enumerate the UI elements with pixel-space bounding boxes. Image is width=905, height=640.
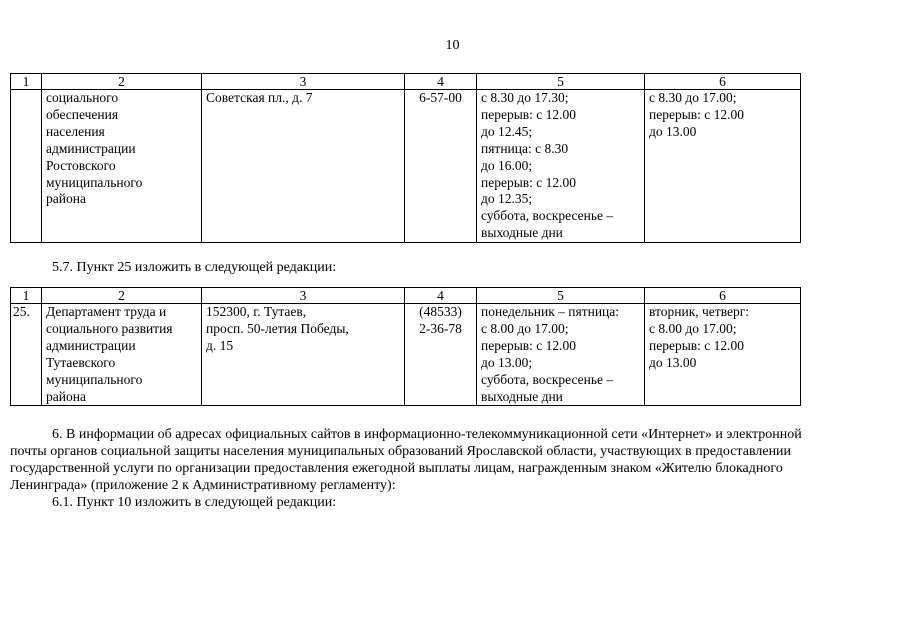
working-hours-line: выходные дни <box>481 388 563 404</box>
table-offices-continued <box>10 73 801 243</box>
table-row <box>11 90 801 243</box>
table-header-row <box>11 74 801 90</box>
working-hours-line: перерыв: с 12.00 <box>481 337 577 353</box>
address-cell <box>202 90 405 243</box>
organization-name-line: администрации <box>46 337 136 353</box>
phone-line: 6-57-00 <box>419 90 462 105</box>
organization-name-line: муниципального <box>46 174 143 190</box>
paragraph-6-line: почты органов социальной защиты населения муниципальных образований Ярославской области, участвующих в предоставлении <box>10 444 792 459</box>
paragraph-6-line: 6. В информации об адресах официальных сайтов в информационно-телекоммуникационной сети «Интернет» и электронной <box>52 427 802 442</box>
working-hours-line: перерыв: с 12.00 <box>481 106 577 122</box>
table-item-25 <box>10 287 801 406</box>
header-cell-4: 4 <box>405 288 477 304</box>
header-cell-6: 6 <box>645 74 801 90</box>
organization-name-line: социального <box>46 90 119 105</box>
reception-hours-cell <box>645 90 801 243</box>
header-cell-2: 2 <box>42 288 202 304</box>
working-hours-line: пятница: с 8.30 <box>481 140 569 156</box>
paragraph-6-line: государственной услуги по организации предоставления ежегодной выплаты лицам, награжденным знаком «Жителю блокадного <box>10 461 783 476</box>
working-hours-line: до 12.35; <box>481 191 533 207</box>
working-hours-line: понедельник – пятница: <box>481 304 620 319</box>
working-hours-line: с 8.00 до 17.00; <box>481 320 569 336</box>
paragraph-6-1: 6.1. Пункт 10 изложить в следующей редакции: <box>52 495 337 510</box>
working-hours-line: выходные дни <box>481 225 563 241</box>
organization-name-line: Ростовского <box>46 157 116 173</box>
paragraph-5-7: 5.7. Пункт 25 изложить в следующей редакции: <box>52 260 337 275</box>
organization-name-line: района <box>46 388 86 404</box>
phone-line: (48533) <box>419 304 462 319</box>
header-cell-3: 3 <box>202 74 405 90</box>
working-hours-line: перерыв: с 12.00 <box>481 174 577 190</box>
working-hours-cell <box>477 304 645 406</box>
working-hours-line: суббота, воскресенье – <box>481 371 614 387</box>
reception-hours-line: вторник, четверг: <box>649 304 750 319</box>
table-header-row <box>11 288 801 304</box>
address-line: Советская пл., д. 7 <box>206 90 313 105</box>
paragraph-6-line: Ленинграда» (приложение 2 к Административному регламенту): <box>10 478 396 493</box>
phone-cell <box>405 90 477 243</box>
organization-name-line: района <box>46 191 86 207</box>
row-number-cell: 25. <box>11 304 42 406</box>
header-cell-5: 5 <box>477 74 645 90</box>
reception-hours-line: с 8.00 до 17.00; <box>649 320 737 336</box>
organization-name-line: Тутаевского <box>46 354 116 370</box>
address-line: д. 15 <box>206 337 234 353</box>
reception-hours-line: перерыв: с 12.00 <box>649 106 745 122</box>
organization-name-line: муниципального <box>46 371 143 387</box>
header-cell-1: 1 <box>11 288 42 304</box>
organization-name-cell <box>42 90 202 243</box>
header-cell-3: 3 <box>202 288 405 304</box>
table-row <box>11 304 801 406</box>
organization-name-cell <box>42 304 202 406</box>
working-hours-line: до 16.00; <box>481 157 533 173</box>
reception-hours-line: до 13.00 <box>649 354 697 370</box>
working-hours-cell <box>477 90 645 243</box>
header-cell-5: 5 <box>477 288 645 304</box>
working-hours-line: до 12.45; <box>481 123 533 139</box>
paragraph-6 <box>10 426 850 511</box>
organization-name-line: Департамент труда и <box>46 304 167 319</box>
header-cell-6: 6 <box>645 288 801 304</box>
organization-name-line: администрации <box>46 140 136 156</box>
address-cell <box>202 304 405 406</box>
address-line: 152300, г. Тутаев, <box>206 304 307 319</box>
organization-name-line: населения <box>46 123 105 139</box>
row-number-cell <box>11 90 42 243</box>
reception-hours-cell <box>645 304 801 406</box>
reception-hours-line: перерыв: с 12.00 <box>649 337 745 353</box>
organization-name-line: социального развития <box>46 320 173 336</box>
page-number: 10 <box>445 38 460 53</box>
header-cell-4: 4 <box>405 74 477 90</box>
address-line: просп. 50-летия Победы, <box>206 320 349 336</box>
organization-name-line: обеспечения <box>46 106 119 122</box>
header-cell-2: 2 <box>42 74 202 90</box>
working-hours-line: суббота, воскресенье – <box>481 208 614 224</box>
phone-line: 2-36-78 <box>419 320 462 336</box>
header-cell-1: 1 <box>11 74 42 90</box>
phone-cell <box>405 304 477 406</box>
working-hours-line: с 8.30 до 17.30; <box>481 90 569 105</box>
reception-hours-line: с 8.30 до 17.00; <box>649 90 737 105</box>
working-hours-line: до 13.00; <box>481 354 533 370</box>
reception-hours-line: до 13.00 <box>649 123 697 139</box>
